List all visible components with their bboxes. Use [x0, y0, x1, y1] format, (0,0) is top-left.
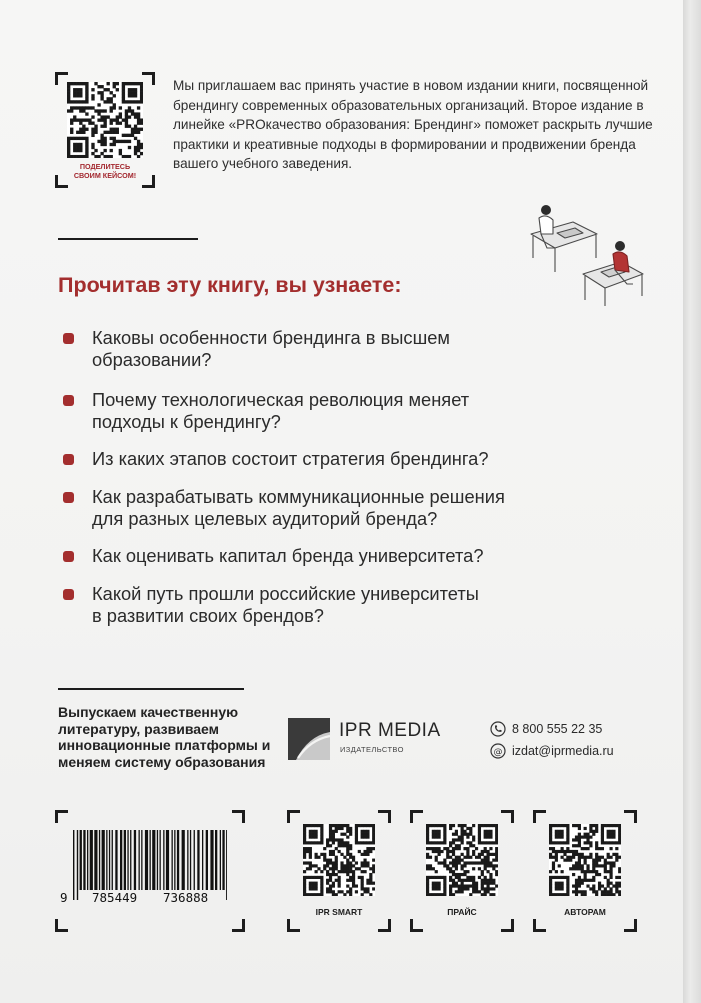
phone-number[interactable]: 8 800 555 22 35 — [512, 722, 603, 736]
question-item: Каковы особенности брендинга в высшем образовании? — [60, 327, 620, 389]
share-case-qr-frame[interactable] — [55, 72, 155, 188]
question-item: Почему технологическая революция меняет подходы к брендингу? — [60, 389, 620, 448]
divider-line — [58, 688, 244, 690]
divider-line — [58, 238, 198, 240]
barcode-right-digits: 736888 — [163, 890, 209, 905]
price-qr-code[interactable] — [426, 824, 498, 896]
bullet-square — [63, 454, 74, 465]
authors-qr-code[interactable] — [549, 824, 621, 896]
price-label: ПРАЙС — [447, 907, 477, 917]
question-item: Из каких этапов состоит стратегия брендинга? — [60, 448, 620, 486]
authors-qr-frame[interactable] — [533, 810, 637, 932]
publisher-slogan: Выпускаем качественную литературу, развиваем инновационные платформы и меняем систему образования — [58, 704, 271, 770]
question-item: Какой путь прошли российские университеты в развитии своих брендов? — [60, 583, 620, 627]
email-address[interactable]: izdat@iprmedia.ru — [512, 744, 614, 758]
publisher-subtitle: ИЗДАТЕЛЬСТВО — [340, 745, 404, 754]
price-qr-frame[interactable] — [410, 810, 514, 932]
publisher-name: IPR MEDIA — [339, 720, 441, 741]
barcode-frame — [55, 810, 245, 932]
barcode-first-digit: 9 — [60, 890, 68, 905]
bullet-square — [63, 333, 74, 344]
authors-label: АВТОРАМ — [564, 907, 606, 917]
bullet-square — [63, 492, 74, 503]
bullet-square — [63, 395, 74, 406]
phone-icon — [490, 721, 506, 737]
ipr-smart-qr-frame[interactable] — [287, 810, 391, 932]
intro-paragraph: Мы приглашаем вас принять участие в новом издании книги, посвященной брендингу современных образовательных организаций. Второе издание в линейке «PROкачество образования: Брендинг» поможет раскрыть лучшие практики и креативные подходы в формировании и продвижении бренда вашего учебного заведения. — [173, 78, 653, 171]
questions-list — [60, 327, 620, 627]
svg-text:@: @ — [493, 747, 503, 758]
share-case-qr-code[interactable] — [67, 82, 143, 158]
at-sign-icon — [490, 743, 506, 759]
people-at-desks-illustration — [517, 200, 649, 310]
question-item: Как разрабатывать коммуникационные решения для разных целевых аудиторий бренда? — [60, 486, 620, 545]
question-item: Как оценивать капитал бренда университета? — [60, 545, 620, 583]
book-spine-edge — [683, 0, 701, 1003]
barcode-left-digits: 785449 — [92, 890, 138, 905]
section-heading: Прочитав эту книгу, вы узнаете: — [58, 273, 402, 297]
ipr-media-logo-icon — [288, 718, 330, 760]
bullet-square — [63, 589, 74, 600]
bullet-square — [63, 551, 74, 562]
ipr-smart-label: IPR SMART — [315, 907, 363, 917]
ipr-smart-qr-code[interactable] — [303, 824, 375, 896]
qr-caption: ПОДЕЛИТЕСЬ СВОИМ КЕЙСОМ! — [73, 162, 137, 180]
